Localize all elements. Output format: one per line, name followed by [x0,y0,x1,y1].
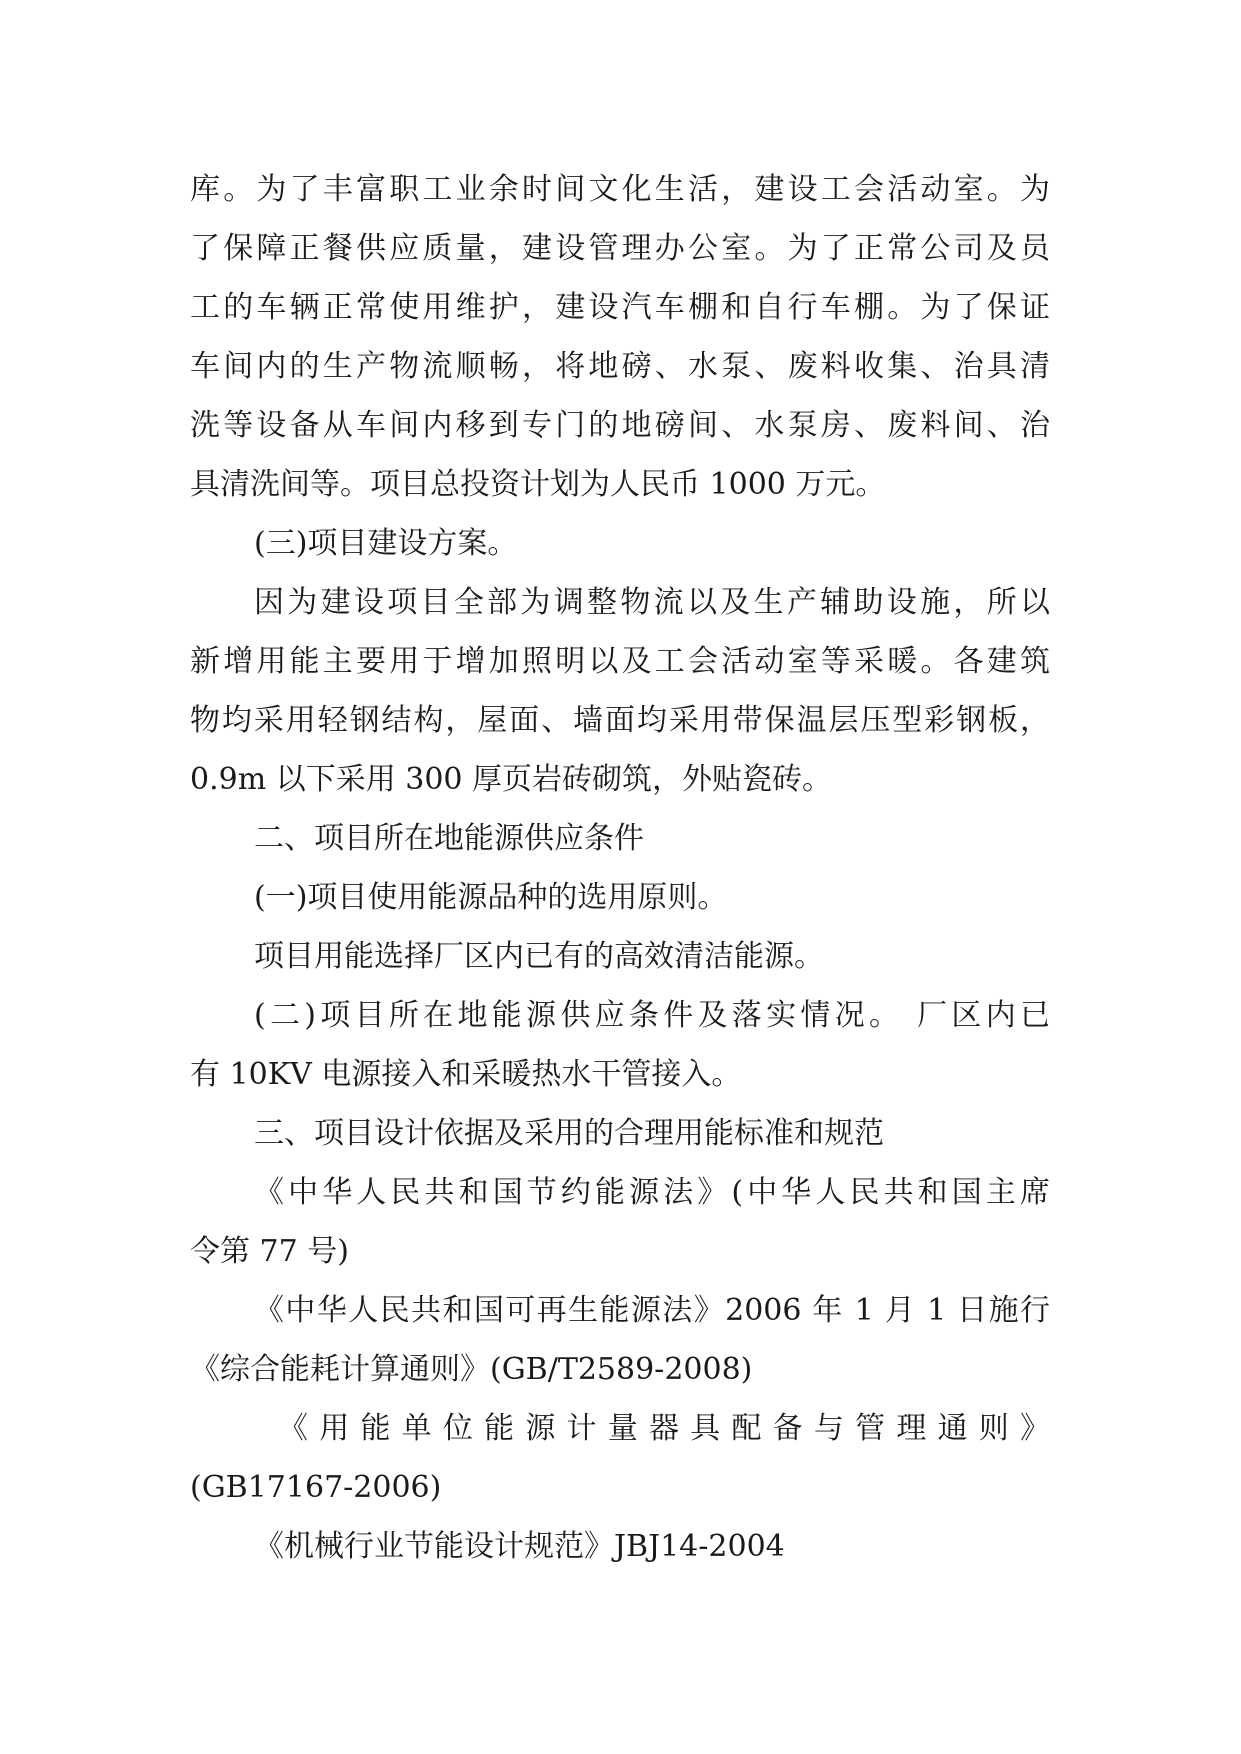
subsection-heading-1: (一)项目使用能源品种的选用原则。 [254,880,728,915]
paragraph-line-1: 库。为了丰富职工业余时间文化生活，建设工会活动室。为 [190,172,1050,207]
reference-line-4b: (GB17167-2006) [190,1470,442,1505]
reference-line-2: 《中华人民共和国可再生能源法》2006 年 1 月 1 日施行 [254,1293,1050,1328]
reference-line-4: 《用能单位能源计量器具配备与管理通则》 [278,1411,1050,1446]
paragraph-line-4: 车间内的生产物流顺畅，将地磅、水泵、废料收集、治具清 [190,349,1050,384]
paragraph-line-10: 0.9m 以下采用 300 厚页岩砖砌筑，外贴瓷砖。 [190,762,833,797]
reference-line-3: 《综合能耗计算通则》(GB/T2589-2008) [190,1352,753,1387]
paragraph-line-2: 了保障正餐供应质量，建设管理办公室。为了正常公司及员 [190,231,1050,266]
paragraph-line-12: 有 10KV 电源接入和采暖热水干管接入。 [190,1057,742,1092]
paragraph-line-6: 具清洗间等。项目总投资计划为人民币 1000 万元。 [190,467,886,502]
paragraph-line-11: 项目用能选择厂区内已有的高效清洁能源。 [254,939,824,974]
paragraph-line-7: 因为建设项目全部为调整物流以及生产辅助设施，所以 [254,585,1050,620]
section-heading-2: 二、项目所在地能源供应条件 [254,821,644,856]
paragraph-line-8: 新增用能主要用于增加照明以及工会活动室等采暖。各建筑 [190,644,1050,679]
reference-line-1b: 令第 77 号) [190,1234,349,1269]
reference-line-1: 《中华人民共和国节约能源法》(中华人民共和国主席 [254,1175,1050,1210]
subsection-heading-2: (二)项目所在地能源供应条件及落实情况。 厂区内已 [254,998,1050,1033]
paragraph-line-5: 洗等设备从车间内移到专门的地磅间、水泵房、废料间、治 [190,408,1050,443]
document-body [190,160,1050,1576]
section-heading-3b: 三、项目设计依据及采用的合理用能标准和规范 [254,1116,884,1151]
reference-line-5: 《机械行业节能设计规范》JBJ14-2004 [254,1529,785,1564]
paragraph-line-9: 物均采用轻钢结构，屋面、墙面均采用带保温层压型彩钢板， [190,703,1050,738]
paragraph-line-3: 工的车辆正常使用维护，建设汽车棚和自行车棚。为了保证 [190,290,1050,325]
section-heading-3: (三)项目建设方案。 [254,526,518,561]
